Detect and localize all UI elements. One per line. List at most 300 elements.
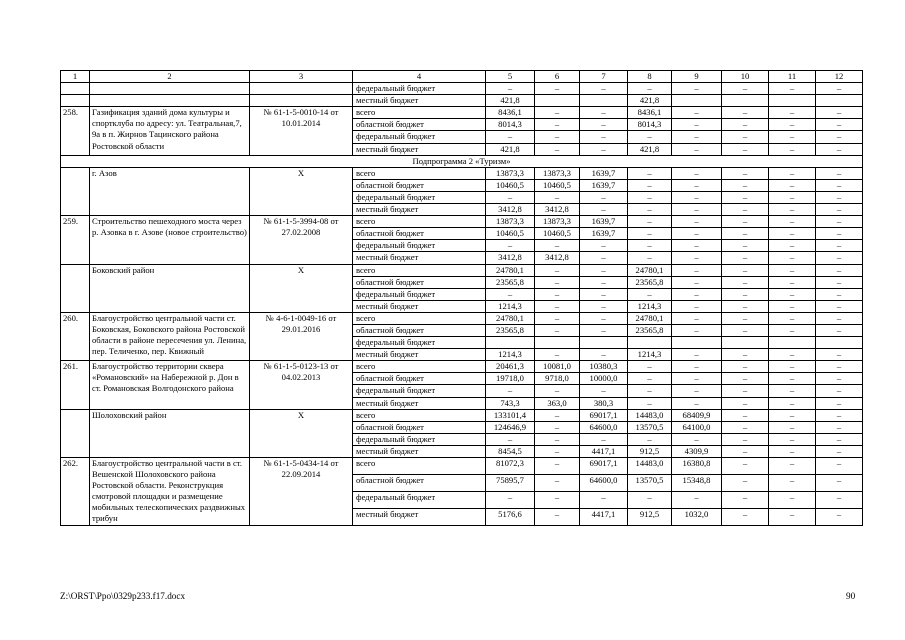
value-cell: 75895,7 <box>486 474 535 491</box>
budget-type: всего <box>353 264 486 276</box>
budget-type: областной бюджет <box>353 324 486 336</box>
object-name: г. Азов <box>90 167 250 215</box>
value-cell: – <box>769 107 816 119</box>
object-name: Газификация зданий дома культуры и спортклуба по адресу: ул. Театральная,7, 9а в п. Жирнов Тацинского района Ростовской области <box>90 107 250 155</box>
table-row <box>61 458 863 475</box>
value-cell: – <box>816 385 863 397</box>
value-cell: – <box>769 508 816 525</box>
value-cell: – <box>535 349 580 361</box>
table-row <box>61 107 863 119</box>
document-ref: № 61-1-5-0123-13 от 04.02.2013 <box>250 361 353 409</box>
value-cell: 64100,0 <box>672 421 722 433</box>
value-cell <box>816 95 863 107</box>
value-cell: – <box>722 324 769 336</box>
table-row <box>61 264 863 276</box>
value-cell: – <box>816 445 863 457</box>
value-cell: – <box>722 264 769 276</box>
value-cell: – <box>769 373 816 385</box>
header-cell: 5 <box>486 71 535 83</box>
value-cell: – <box>628 204 672 216</box>
value-cell: 24780,1 <box>486 312 535 324</box>
value-cell: – <box>535 264 580 276</box>
budget-type: федеральный бюджет <box>353 491 486 508</box>
value-cell <box>722 95 769 107</box>
value-cell: – <box>816 288 863 300</box>
value-cell: – <box>486 491 535 508</box>
value-cell: – <box>769 300 816 312</box>
value-cell: – <box>816 143 863 155</box>
value-cell: 69017,1 <box>580 458 628 475</box>
budget-type: всего <box>353 216 486 228</box>
value-cell: 421,8 <box>486 143 535 155</box>
value-cell: – <box>535 107 580 119</box>
value-cell: – <box>580 288 628 300</box>
value-cell: – <box>486 433 535 445</box>
value-cell: 10460,5 <box>535 179 580 191</box>
value-cell: – <box>769 458 816 475</box>
value-cell: – <box>769 474 816 491</box>
value-cell: 64600,0 <box>580 421 628 433</box>
row-number <box>61 83 90 95</box>
value-cell: – <box>722 167 769 179</box>
value-cell: 10380,3 <box>580 361 628 373</box>
row-number <box>61 95 90 107</box>
value-cell: – <box>816 276 863 288</box>
value-cell: 1639,7 <box>580 228 628 240</box>
value-cell <box>672 337 722 349</box>
object-name: Строительство пешеходного моста через р. Азовка в г. Азове (новое строительство) <box>90 216 250 264</box>
value-cell: – <box>580 349 628 361</box>
value-cell: 14483,0 <box>628 458 672 475</box>
value-cell: 3412,8 <box>535 204 580 216</box>
value-cell <box>769 95 816 107</box>
value-cell: – <box>722 83 769 95</box>
value-cell: – <box>628 240 672 252</box>
value-cell: 1214,3 <box>486 300 535 312</box>
budget-type: местный бюджет <box>353 508 486 525</box>
value-cell: – <box>535 458 580 475</box>
value-cell: 69017,1 <box>580 409 628 421</box>
budget-type: областной бюджет <box>353 179 486 191</box>
value-cell: – <box>672 119 722 131</box>
value-cell: 743,3 <box>486 397 535 409</box>
value-cell: 1214,3 <box>628 300 672 312</box>
value-cell: – <box>580 433 628 445</box>
value-cell: – <box>722 361 769 373</box>
budget-type: федеральный бюджет <box>353 288 486 300</box>
header-cell: 8 <box>628 71 672 83</box>
row-number <box>61 167 90 215</box>
budget-type: федеральный бюджет <box>353 191 486 203</box>
value-cell: 1214,3 <box>628 349 672 361</box>
value-cell: 14483,0 <box>628 409 672 421</box>
value-cell: 4309,9 <box>672 445 722 457</box>
value-cell: – <box>722 312 769 324</box>
value-cell: – <box>769 167 816 179</box>
value-cell: – <box>816 131 863 143</box>
value-cell: – <box>628 361 672 373</box>
value-cell: – <box>672 491 722 508</box>
value-cell: – <box>672 143 722 155</box>
value-cell <box>672 95 722 107</box>
value-cell: – <box>769 409 816 421</box>
value-cell: – <box>535 385 580 397</box>
value-cell: 13570,5 <box>628 474 672 491</box>
table-row <box>61 409 863 421</box>
value-cell: 23565,8 <box>486 324 535 336</box>
value-cell: – <box>535 300 580 312</box>
value-cell: 13873,3 <box>486 167 535 179</box>
value-cell <box>486 337 535 349</box>
document-ref <box>250 83 353 95</box>
value-cell: 24780,1 <box>486 264 535 276</box>
value-cell: – <box>722 421 769 433</box>
value-cell: 8436,1 <box>628 107 672 119</box>
value-cell: – <box>769 204 816 216</box>
value-cell: – <box>580 312 628 324</box>
value-cell: – <box>816 179 863 191</box>
value-cell: 421,8 <box>628 95 672 107</box>
value-cell: – <box>535 491 580 508</box>
value-cell: – <box>816 216 863 228</box>
value-cell: – <box>580 131 628 143</box>
value-cell: – <box>816 107 863 119</box>
value-cell: – <box>722 458 769 475</box>
value-cell: – <box>486 131 535 143</box>
value-cell: 10000,0 <box>580 373 628 385</box>
value-cell: – <box>722 373 769 385</box>
header-cell: 3 <box>250 71 353 83</box>
value-cell: 13873,3 <box>486 216 535 228</box>
budget-type: всего <box>353 361 486 373</box>
value-cell: – <box>769 83 816 95</box>
value-cell: – <box>672 349 722 361</box>
value-cell: 24780,1 <box>628 264 672 276</box>
value-cell: – <box>672 312 722 324</box>
value-cell: 10460,5 <box>486 179 535 191</box>
budget-type: федеральный бюджет <box>353 337 486 349</box>
value-cell: 8014,3 <box>486 119 535 131</box>
value-cell: – <box>672 288 722 300</box>
value-cell: – <box>672 300 722 312</box>
value-cell: 68409,9 <box>672 409 722 421</box>
object-name: Благоустройство центральной части ст. Боковская, Боковского района Ростовской области в районе пересечения ул. Ленина, пер. Теличенко, пер. Квижный <box>90 312 250 360</box>
value-cell: – <box>535 445 580 457</box>
value-cell: – <box>672 397 722 409</box>
value-cell: – <box>580 264 628 276</box>
document-ref: № 61-1-5-3994-08 от 27.02.2008 <box>250 216 353 264</box>
value-cell: – <box>769 312 816 324</box>
value-cell: – <box>722 119 769 131</box>
value-cell: – <box>816 83 863 95</box>
value-cell: 421,8 <box>486 95 535 107</box>
value-cell: – <box>672 373 722 385</box>
value-cell: – <box>486 83 535 95</box>
value-cell: 3412,8 <box>486 204 535 216</box>
value-cell: – <box>722 385 769 397</box>
budget-type: всего <box>353 167 486 179</box>
value-cell: 1032,0 <box>672 508 722 525</box>
value-cell: – <box>672 240 722 252</box>
value-cell: 133101,4 <box>486 409 535 421</box>
value-cell: – <box>535 288 580 300</box>
value-cell <box>580 95 628 107</box>
value-cell: – <box>580 107 628 119</box>
value-cell: – <box>580 240 628 252</box>
row-number: 262. <box>61 458 90 526</box>
value-cell: 1639,7 <box>580 216 628 228</box>
row-number <box>61 409 90 457</box>
table-row <box>61 83 863 95</box>
value-cell: – <box>769 252 816 264</box>
value-cell: – <box>672 83 722 95</box>
value-cell: – <box>769 288 816 300</box>
value-cell: – <box>628 373 672 385</box>
budget-type: всего <box>353 312 486 324</box>
value-cell: – <box>722 300 769 312</box>
value-cell: – <box>672 191 722 203</box>
value-cell: 1639,7 <box>580 179 628 191</box>
value-cell: 15348,8 <box>672 474 722 491</box>
value-cell: – <box>722 474 769 491</box>
value-cell: – <box>722 409 769 421</box>
document-ref: Х <box>250 264 353 312</box>
value-cell <box>535 95 580 107</box>
value-cell: – <box>816 433 863 445</box>
value-cell: 4417,1 <box>580 508 628 525</box>
value-cell: – <box>722 508 769 525</box>
value-cell: 64600,0 <box>580 474 628 491</box>
value-cell: – <box>580 276 628 288</box>
budget-type: областной бюджет <box>353 474 486 491</box>
value-cell <box>816 337 863 349</box>
footer-file-path: Z:\ORST\Ppo\0329p233.f17.docx <box>60 591 186 601</box>
value-cell: – <box>580 143 628 155</box>
value-cell: – <box>769 397 816 409</box>
value-cell <box>580 337 628 349</box>
value-cell: – <box>628 491 672 508</box>
value-cell: – <box>672 264 722 276</box>
value-cell: – <box>769 361 816 373</box>
budget-type: местный бюджет <box>353 300 486 312</box>
value-cell: 10460,5 <box>535 228 580 240</box>
value-cell: 10081,0 <box>535 361 580 373</box>
value-cell: – <box>580 385 628 397</box>
budget-type: всего <box>353 409 486 421</box>
value-cell: – <box>769 228 816 240</box>
value-cell: – <box>628 191 672 203</box>
value-cell: – <box>672 131 722 143</box>
value-cell: – <box>722 228 769 240</box>
value-cell: – <box>628 167 672 179</box>
value-cell: – <box>769 264 816 276</box>
subprogram-title: Подпрограмма 2 «Туризм» <box>61 155 863 167</box>
budget-type: местный бюджет <box>353 445 486 457</box>
value-cell: – <box>816 361 863 373</box>
value-cell: – <box>535 312 580 324</box>
value-cell: 1214,3 <box>486 349 535 361</box>
value-cell: 421,8 <box>628 143 672 155</box>
object-name: Благоустройство центральной части в ст. Вешенской Шолоховского района Ростовской области. Реконструкция смотровой площадки и размещение мобильных телескопических раздвижных трибун <box>90 458 250 526</box>
budget-type: областной бюджет <box>353 276 486 288</box>
value-cell: – <box>769 324 816 336</box>
object-name <box>90 95 250 107</box>
footer-page-number: 90 <box>846 591 856 601</box>
value-cell: – <box>628 228 672 240</box>
row-number: 259. <box>61 216 90 264</box>
value-cell: 81072,3 <box>486 458 535 475</box>
value-cell: – <box>580 324 628 336</box>
table-row <box>61 312 863 324</box>
value-cell: 13873,3 <box>535 167 580 179</box>
value-cell: 1639,7 <box>580 167 628 179</box>
header-cell: 1 <box>61 71 90 83</box>
object-name <box>90 83 250 95</box>
value-cell: – <box>535 421 580 433</box>
value-cell: – <box>722 445 769 457</box>
value-cell: – <box>816 167 863 179</box>
value-cell: 3412,8 <box>486 252 535 264</box>
value-cell: – <box>535 474 580 491</box>
value-cell: – <box>628 397 672 409</box>
value-cell: – <box>672 385 722 397</box>
row-number <box>61 264 90 312</box>
value-cell: – <box>672 252 722 264</box>
document-ref: № 61-1-5-0010-14 от 10.01.2014 <box>250 107 353 155</box>
value-cell: – <box>672 216 722 228</box>
value-cell: – <box>535 324 580 336</box>
value-cell: – <box>816 373 863 385</box>
value-cell: – <box>672 204 722 216</box>
value-cell <box>722 337 769 349</box>
value-cell: – <box>580 252 628 264</box>
value-cell <box>628 337 672 349</box>
value-cell: – <box>769 240 816 252</box>
value-cell: – <box>722 204 769 216</box>
value-cell: 10460,5 <box>486 228 535 240</box>
value-cell: – <box>580 491 628 508</box>
document-ref: № 61-1-5-0434-14 от 22.09.2014 <box>250 458 353 526</box>
value-cell: – <box>816 474 863 491</box>
value-cell: – <box>816 409 863 421</box>
value-cell: – <box>535 143 580 155</box>
budget-type: областной бюджет <box>353 119 486 131</box>
value-cell: – <box>769 191 816 203</box>
value-cell: 380,3 <box>580 397 628 409</box>
header-cell: 12 <box>816 71 863 83</box>
value-cell: – <box>628 252 672 264</box>
row-number: 260. <box>61 312 90 360</box>
value-cell: 9718,0 <box>535 373 580 385</box>
value-cell: – <box>628 179 672 191</box>
header-cell: 2 <box>90 71 250 83</box>
value-cell: – <box>535 508 580 525</box>
value-cell: – <box>628 83 672 95</box>
value-cell: – <box>580 83 628 95</box>
header-cell: 10 <box>722 71 769 83</box>
object-name: Благоустройство территории сквера «Романовский» на Набережной р. Дон в ст. Романовская Волгодонского района <box>90 361 250 409</box>
value-cell: 19718,0 <box>486 373 535 385</box>
value-cell: – <box>672 276 722 288</box>
value-cell: – <box>535 433 580 445</box>
value-cell: – <box>816 240 863 252</box>
value-cell: 23565,8 <box>628 276 672 288</box>
budget-type: федеральный бюджет <box>353 385 486 397</box>
value-cell: – <box>580 300 628 312</box>
value-cell: – <box>628 433 672 445</box>
budget-type: местный бюджет <box>353 204 486 216</box>
value-cell: – <box>722 349 769 361</box>
value-cell: 8436,1 <box>486 107 535 119</box>
value-cell: – <box>769 385 816 397</box>
header-cell: 7 <box>580 71 628 83</box>
value-cell: 20461,3 <box>486 361 535 373</box>
value-cell: – <box>628 216 672 228</box>
value-cell: – <box>722 288 769 300</box>
value-cell: – <box>722 252 769 264</box>
value-cell: – <box>816 191 863 203</box>
value-cell: – <box>486 191 535 203</box>
document-ref <box>250 95 353 107</box>
value-cell: 124646,9 <box>486 421 535 433</box>
value-cell: – <box>769 445 816 457</box>
value-cell: – <box>816 349 863 361</box>
value-cell: – <box>769 119 816 131</box>
value-cell: 5176,6 <box>486 508 535 525</box>
budget-type: местный бюджет <box>353 397 486 409</box>
budget-type: областной бюджет <box>353 421 486 433</box>
budget-type: местный бюджет <box>353 252 486 264</box>
value-cell: – <box>722 433 769 445</box>
budget-type: федеральный бюджет <box>353 240 486 252</box>
value-cell: – <box>769 276 816 288</box>
value-cell: – <box>580 204 628 216</box>
value-cell: 8454,5 <box>486 445 535 457</box>
document-ref: № 4-6-1-0049-16 от 29.01.2016 <box>250 312 353 360</box>
value-cell: – <box>628 288 672 300</box>
value-cell: 13570,5 <box>628 421 672 433</box>
subprogram-row <box>61 155 863 167</box>
table-row <box>61 95 863 107</box>
value-cell: – <box>672 324 722 336</box>
value-cell: – <box>769 349 816 361</box>
value-cell: – <box>722 191 769 203</box>
value-cell: 363,0 <box>535 397 580 409</box>
value-cell: 23565,8 <box>486 276 535 288</box>
budget-type: областной бюджет <box>353 228 486 240</box>
budget-type: областной бюджет <box>353 373 486 385</box>
table-row <box>61 361 863 373</box>
value-cell: – <box>816 228 863 240</box>
value-cell: 912,5 <box>628 508 672 525</box>
value-cell: – <box>535 409 580 421</box>
value-cell <box>535 337 580 349</box>
value-cell: – <box>535 119 580 131</box>
header-cell: 9 <box>672 71 722 83</box>
value-cell: – <box>769 433 816 445</box>
budget-type: федеральный бюджет <box>353 433 486 445</box>
value-cell: – <box>672 179 722 191</box>
value-cell: – <box>580 119 628 131</box>
value-cell: – <box>722 397 769 409</box>
document-ref: Х <box>250 167 353 215</box>
value-cell: – <box>816 300 863 312</box>
value-cell: – <box>816 397 863 409</box>
value-cell: – <box>722 276 769 288</box>
value-cell: – <box>535 191 580 203</box>
value-cell: – <box>672 167 722 179</box>
budget-type: всего <box>353 458 486 475</box>
